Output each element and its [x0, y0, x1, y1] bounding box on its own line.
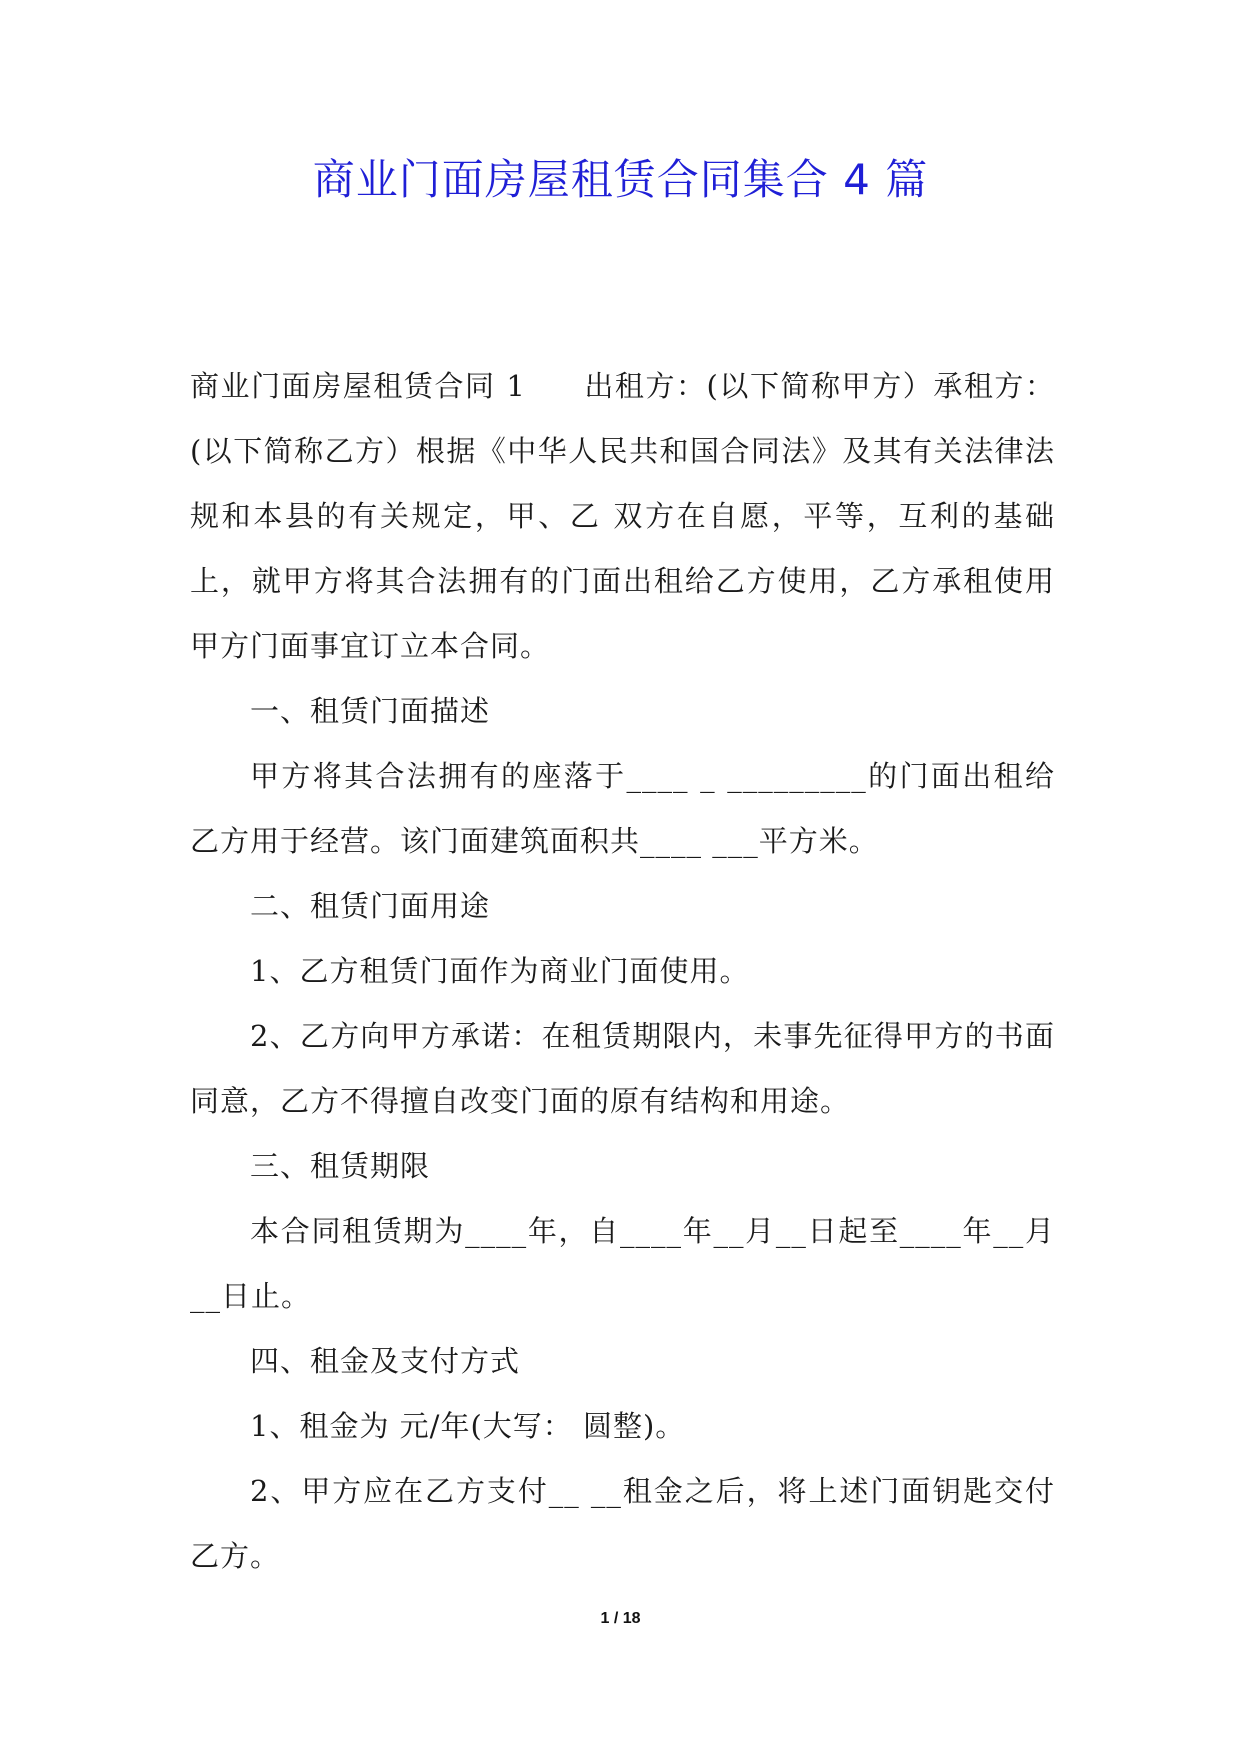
contract-heading: 商业门面房屋租赁合同 1 [190, 369, 526, 403]
document-body [190, 354, 1055, 1589]
document-title: 商业门面房屋租赁合同集合 4 篇 [312, 155, 929, 204]
paragraph-usage-1: 1、乙方租赁门面作为商业门面使用。 [250, 954, 750, 988]
section-heading-4: 四、租金及支付方式 [250, 1344, 521, 1378]
paragraph-location: 甲方将其合法拥有的座落于____ _ _________的门面出租给乙方用于经营。该门面建筑面积共____ ___平方米。 [190, 759, 1055, 858]
paragraph-usage-2: 2、乙方向甲方承诺：在租赁期限内，未事先征得甲方的书面同意，乙方不得擅自改变门面的原有结构和用途。 [190, 1019, 1055, 1118]
paragraph-rent-2: 2、甲方应在乙方支付__ __租金之后，将上述门面钥匙交付乙方。 [190, 1474, 1055, 1573]
section-heading-2: 二、租赁门面用途 [250, 889, 491, 923]
paragraph-rent-1: 1、租金为 元/年(大写： 圆整)。 [250, 1409, 686, 1443]
intro-text: 出租方：(以下简称甲方）承租方：(以下简称乙方）根据《中华人民共和国合同法》及其有关法律法规和本县的有关规定，甲、乙 双方在自愿，平等，互利的基础上，就甲方将其合法拥有的门面出租给乙方使用，乙方承租使用甲方门面事宜订立本合同。 [190, 369, 1055, 663]
paragraph-term: 本合同租赁期为____年，自____年__月__日起至____年__月__日止。 [190, 1214, 1055, 1313]
section-heading-1: 一、租赁门面描述 [250, 694, 491, 728]
intro-paragraph [190, 354, 1055, 679]
section-heading-3: 三、租赁期限 [250, 1149, 431, 1183]
page-number: 1 / 18 [600, 1610, 641, 1627]
